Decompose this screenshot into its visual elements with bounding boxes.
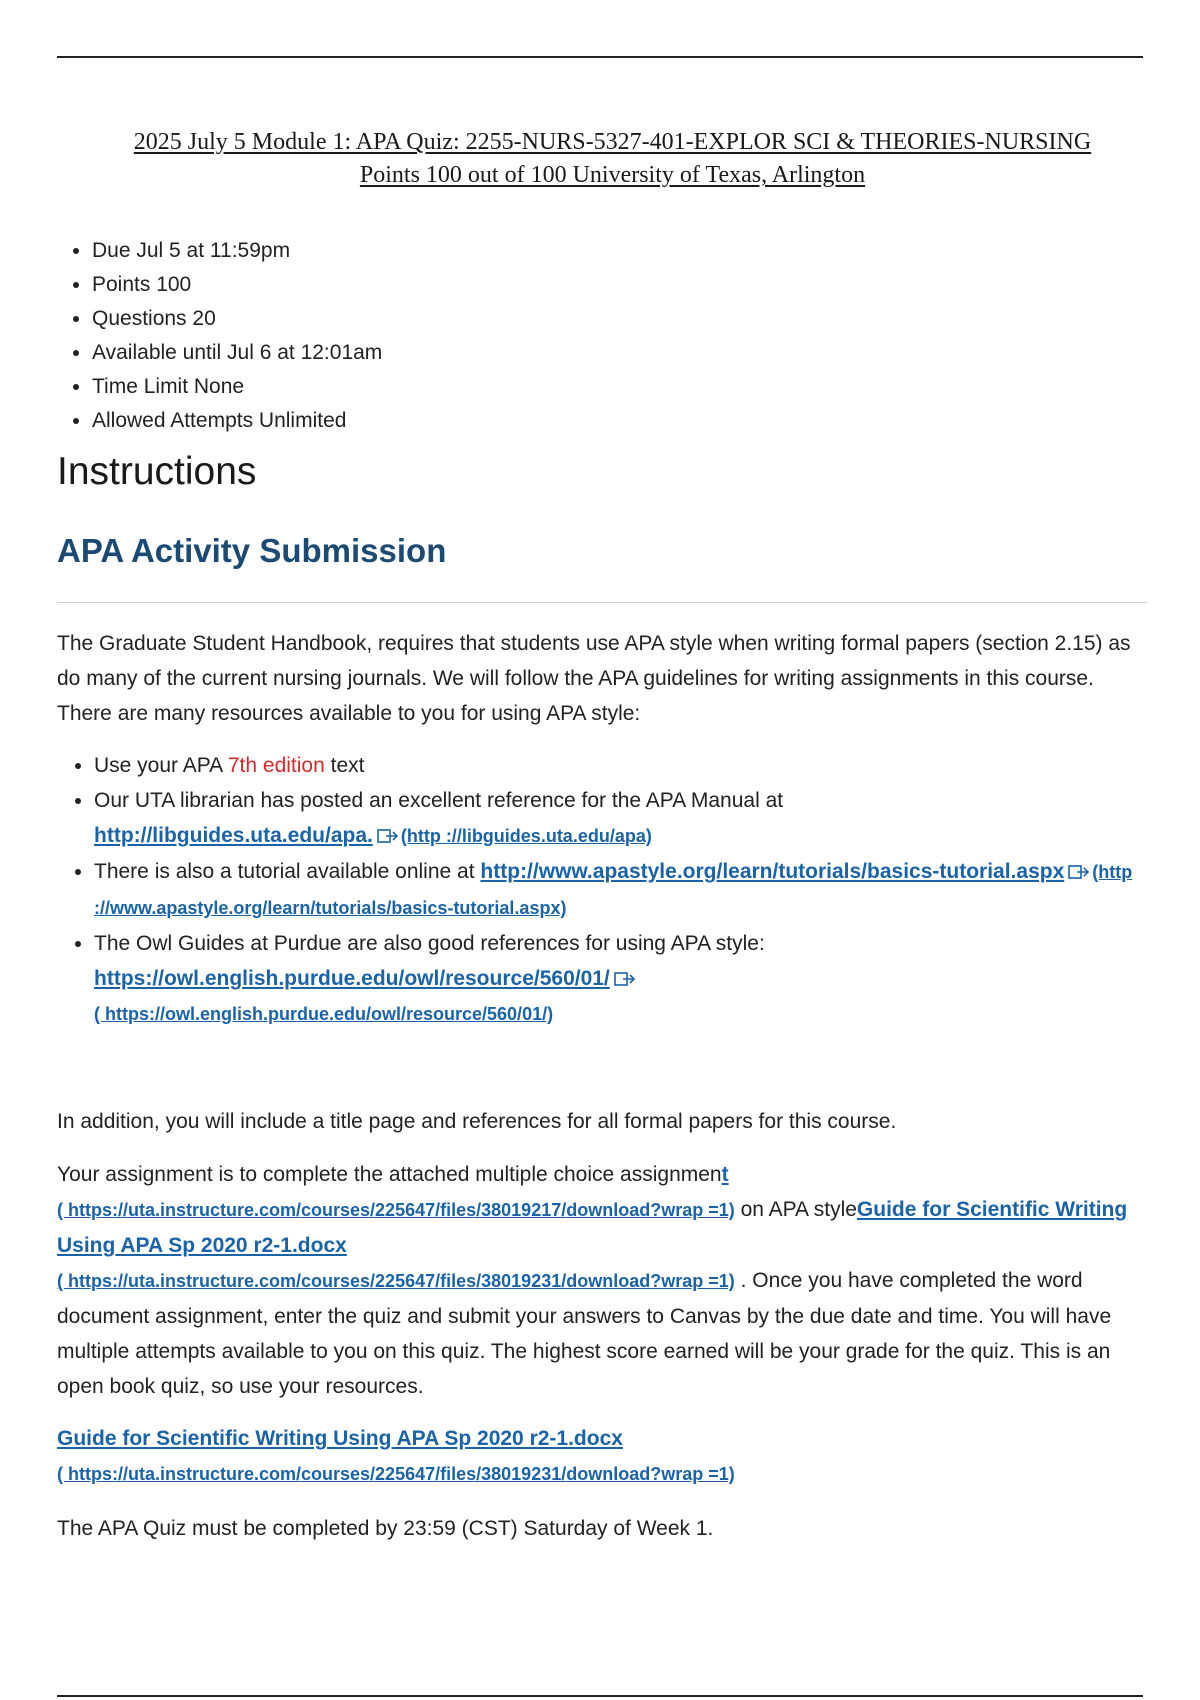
detail-due: • Due Jul 5 at 11:59pm [92,234,382,268]
assignment-file-url[interactable]: ( https://uta.instructure.com/courses/225647/files/38019217/download?wrap =1) [57,1200,735,1220]
assignment-text: on APA style [734,1198,857,1221]
resource-item-libguides [94,783,1184,854]
detail-allowed-attempts: • Allowed Attempts Unlimited [92,404,382,438]
external-link-icon [377,828,399,844]
guide-block [57,1421,1147,1492]
guide-docx-link-standalone[interactable]: Guide for Scientific Writing Using APA Sp 2020 r2-1.docx [57,1427,623,1450]
quiz-details-list [57,234,382,438]
libguides-url[interactable]: (http ://libguides.uta.edu/apa) [400,826,652,846]
external-link-icon [614,971,636,987]
resources-list [57,748,1184,1032]
addition-paragraph: In addition, you will include a title page and references for all formal papers for this course. [57,1110,897,1133]
guide-docx-url-standalone[interactable]: ( https://uta.instructure.com/courses/225647/files/38019231/download?wrap =1) [57,1464,735,1484]
intro-paragraph: The Graduate Student Handbook, requires that students use APA style when writing formal papers (section 2.15) as do many of the current nursing journals. We will follow the APA guidelines for writing assignments in this course. There are many resources available to you for using APA style: [57,632,1131,725]
bottom-rule [57,1695,1143,1697]
assignment-link[interactable]: t [721,1163,729,1186]
resource-text: Our UTA librarian has posted an excellent reference for the APA Manual at [94,789,784,812]
document-title [40,126,1185,192]
deadline-note: The APA Quiz must be completed by 23:59 (CST) Saturday of Week 1. [57,1517,714,1540]
resource-text: There is also a tutorial available online at [94,860,475,883]
assignment-text: Your assignment is to complete the attached multiple choice assignmen [57,1163,722,1186]
resource-text: Use your APA [94,754,228,777]
resource-item-purdue-owl [94,926,1184,1032]
apastyle-tutorial-link[interactable]: http://www.apastyle.org/learn/tutorials/basics-tutorial.aspx [480,860,1065,883]
assignment-paragraph [57,1157,1147,1404]
apastyle-tutorial-url[interactable]: (http ://www.apastyle.org/learn/tutorials/basics-tutorial.aspx) [94,862,1133,918]
edition-highlight: 7th edition [227,754,325,777]
resource-text: The Owl Guides at Purdue are also good references for using APA style: [94,932,765,955]
detail-available-until: • Available until Jul 6 at 12:01am [92,336,382,370]
top-rule [57,56,1143,58]
guide-docx-link[interactable]: Guide for Scientific Writing Using APA Sp 2020 r2-1.docx [57,1198,1128,1257]
detail-questions: • Questions 20 [92,302,382,336]
assignment-text: . Once you have completed the word document assignment, enter the quiz and submit your answers to Canvas by the due date and time. You will have multiple attempts available to you on this quiz. The highest score earned will be your grade for the quiz. This is an open book quiz, so use your resources. [57,1269,1112,1398]
resource-item-apastyle [94,854,1184,926]
libguides-link[interactable]: http://libguides.uta.edu/apa. [94,824,373,847]
detail-time-limit: • Time Limit None [92,370,382,404]
external-link-icon [1068,864,1090,880]
purdue-owl-link[interactable]: https://owl.english.purdue.edu/owl/resource/560/01/ [94,967,610,990]
guide-docx-url[interactable]: ( https://uta.instructure.com/courses/225647/files/38019231/download?wrap =1) [57,1271,735,1291]
title-line-1: 2025 July 5 Module 1: APA Quiz: 2255-NURS-5327-401-EXPLOR SCI & THEORIES-NURSING [133,129,1092,155]
section-divider [57,602,1147,603]
title-line-2: Points 100 out of 100 University of Texas, Arlington [359,162,866,188]
detail-points: • Points 100 [92,268,382,302]
instructions-heading: Instructions [57,450,257,493]
resource-text: text [324,754,365,777]
resource-item-textbook [94,748,1184,783]
purdue-owl-url[interactable]: ( https://owl.english.purdue.edu/owl/resource/560/01/) [94,1004,554,1024]
activity-heading: APA Activity Submission [57,532,447,569]
